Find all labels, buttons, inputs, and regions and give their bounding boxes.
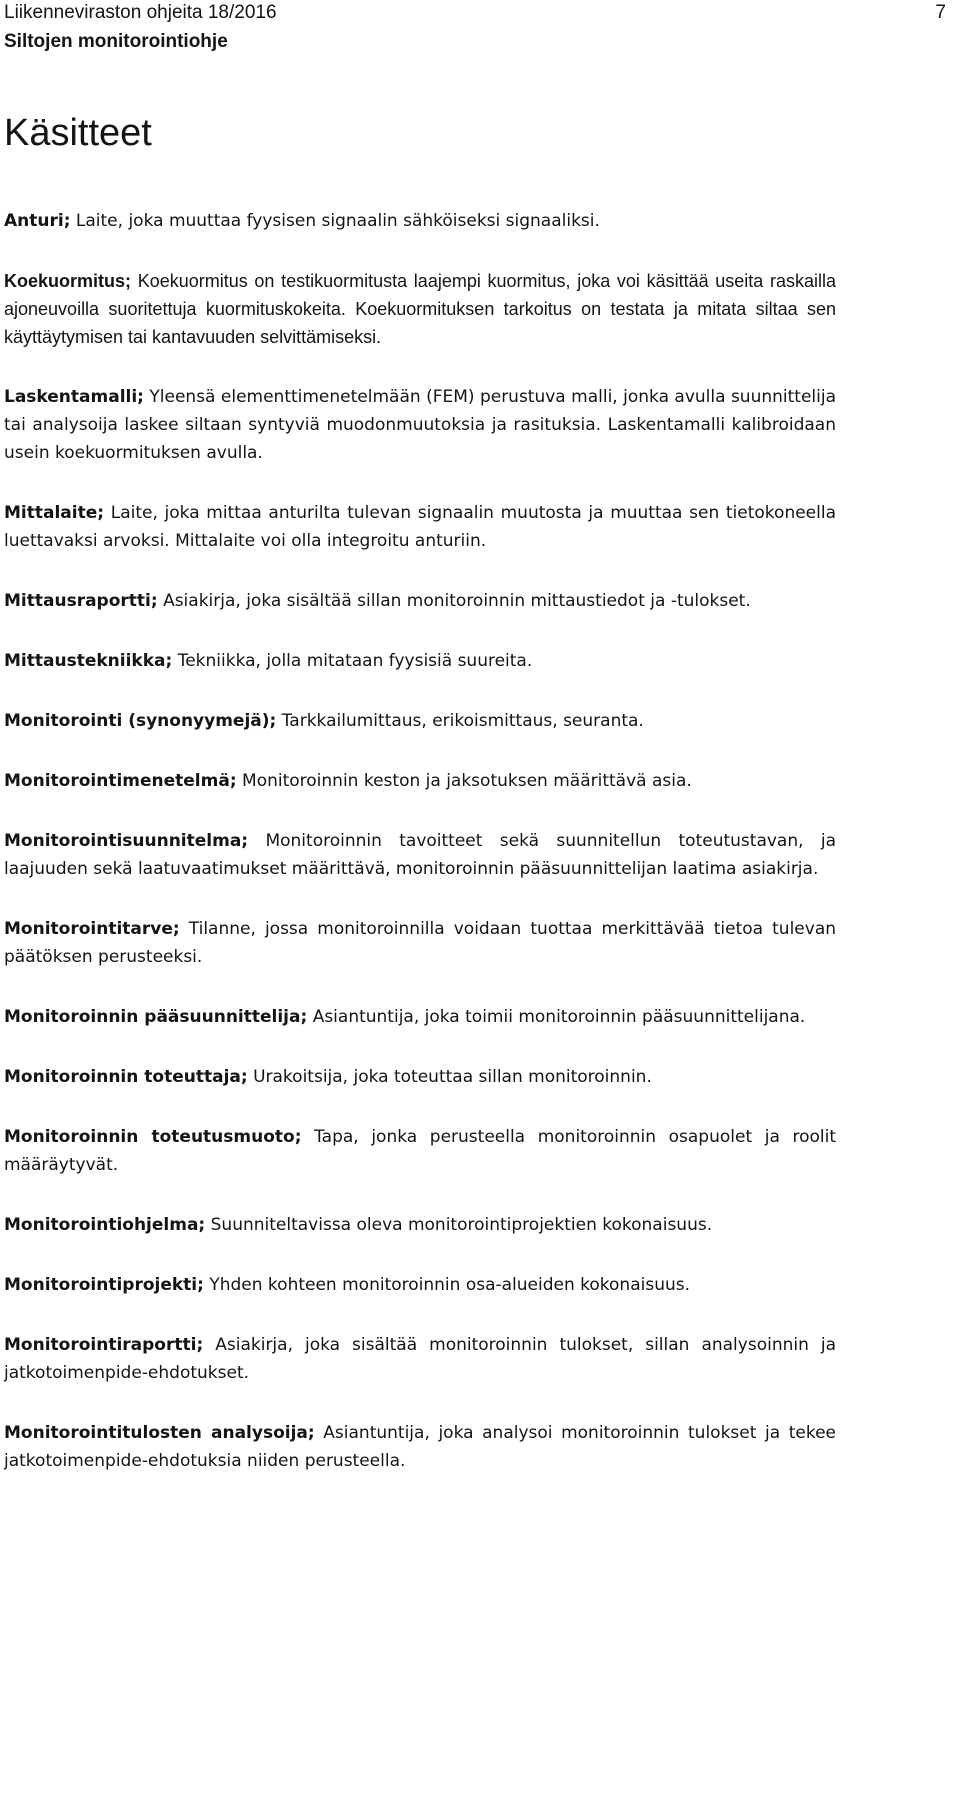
definition-text: Asiantuntija, joka analysoi monitoroinnin tulokset ja tekee jatkotoimenpide-ehdotuksia niiden perusteella. xyxy=(4,1423,837,1471)
definition-item xyxy=(4,1271,836,1299)
definition-item xyxy=(4,1331,836,1387)
definition-text: Monitoroinnin keston ja jaksotuksen määrittävä asia. xyxy=(242,771,692,791)
definition-term: Monitorointiraportti; xyxy=(4,1335,204,1355)
definition-term: Monitorointitulosten analysoija; xyxy=(4,1423,315,1443)
definition-term: Mittaustekniikka; xyxy=(4,651,173,671)
definition-term: Monitoroinnin pääsuunnittelija; xyxy=(4,1007,308,1027)
definition-term: Monitorointimenetelmä; xyxy=(4,771,237,791)
document-series: Liikenneviraston ohjeita 18/2016 xyxy=(4,2,277,23)
definition-text: Monitoroinnin tavoitteet sekä suunnitellun toteutustavan, ja laajuuden sekä laatuvaatimukset määrittävä, monitoroinnin pääsuunnittelijan laatima asiakirja. xyxy=(4,831,837,879)
definition-text: Asiantuntija, joka toimii monitoroinnin pääsuunnittelijana. xyxy=(312,1007,806,1027)
definition-item xyxy=(4,767,836,795)
definition-text: Tekniikka, jolla mitataan fyysisiä suureita. xyxy=(177,651,533,671)
definition-item xyxy=(4,647,836,675)
definition-text: Tilanne, jossa monitoroinnilla voidaan tuottaa merkittävää tietoa tulevan päätöksen perusteeksi. xyxy=(4,919,837,967)
definition-term: Mittausraportti; xyxy=(4,591,158,611)
definition-term: Anturi; xyxy=(4,211,71,231)
definition-item xyxy=(4,1123,836,1179)
definition-text: Tapa, jonka perusteella monitoroinnin osapuolet ja roolit määräytyvät. xyxy=(4,1127,836,1175)
definition-item xyxy=(4,1211,836,1239)
definition-item xyxy=(4,499,836,555)
definition-item xyxy=(4,267,836,351)
definition-item xyxy=(4,207,836,235)
definition-text: Urakoitsija, joka toteuttaa sillan monitoroinnin. xyxy=(253,1067,652,1087)
definition-term: Koekuormitus; xyxy=(4,271,132,291)
definition-text: Koekuormitus on testikuormitusta laajempi kuormitus, joka voi käsittää useita raskailla ajoneuvoilla suoritettuja kuormituskokeita. Koekuormituksen tarkoitus on testata ja mitata siltaa sen käyttäytymisen tai kantavuuden selvittämiseksi. xyxy=(4,271,836,347)
definitions-list xyxy=(4,207,836,1507)
page-title: Käsitteet xyxy=(4,112,152,154)
definition-item xyxy=(4,383,836,467)
document-subtitle: Siltojen monitorointiohje xyxy=(4,31,228,52)
page-header xyxy=(0,0,960,60)
definition-text: Laite, joka mittaa anturilta tulevan signaalin muutosta ja muuttaa sen tietokoneella luettavaksi arvoksi. Mittalaite voi olla integroitu anturiin. xyxy=(4,503,837,551)
definition-item xyxy=(4,1419,836,1475)
definition-text: Laite, joka muuttaa fyysisen signaalin sähköiseksi signaaliksi. xyxy=(75,211,600,231)
definition-term: Laskentamalli; xyxy=(4,387,144,407)
page-number: 7 xyxy=(935,2,946,23)
definition-term: Monitoroinnin toteuttaja; xyxy=(4,1067,248,1087)
definition-text: Asiakirja, joka sisältää sillan monitoroinnin mittaustiedot ja -tulokset. xyxy=(163,591,751,611)
definition-text: Asiakirja, joka sisältää monitoroinnin tulokset, sillan analysoinnin ja jatkotoimenpide-ehdotukset. xyxy=(4,1335,836,1383)
definition-term: Monitoroinnin toteutusmuoto; xyxy=(4,1127,302,1147)
definition-item xyxy=(4,915,836,971)
definition-item xyxy=(4,1003,836,1031)
definition-item xyxy=(4,827,836,883)
definition-term: Monitorointi (synonyymejä); xyxy=(4,711,277,731)
definition-item xyxy=(4,587,836,615)
definition-text: Yleensä elementtimenetelmään (FEM) perustuva malli, jonka avulla suunnittelija tai analysoija laskee siltaan syntyviä muodonmuutoksia ja rasituksia. Laskentamalli kalibroidaan usein koekuormituksen avulla. xyxy=(4,387,836,463)
definition-text: Tarkkailumittaus, erikoismittaus, seuranta. xyxy=(281,711,644,731)
definition-text: Suunniteltavissa oleva monitorointiprojektien kokonaisuus. xyxy=(210,1215,713,1235)
definition-term: Monitorointiprojekti; xyxy=(4,1275,204,1295)
definition-term: Mittalaite; xyxy=(4,503,105,523)
definition-term: Monitorointiohjelma; xyxy=(4,1215,206,1235)
definition-item xyxy=(4,707,836,735)
definition-term: Monitorointisuunnitelma; xyxy=(4,831,249,851)
definition-text: Yhden kohteen monitoroinnin osa-alueiden kokonaisuus. xyxy=(209,1275,691,1295)
definition-item xyxy=(4,1063,836,1091)
definition-term: Monitorointitarve; xyxy=(4,919,180,939)
